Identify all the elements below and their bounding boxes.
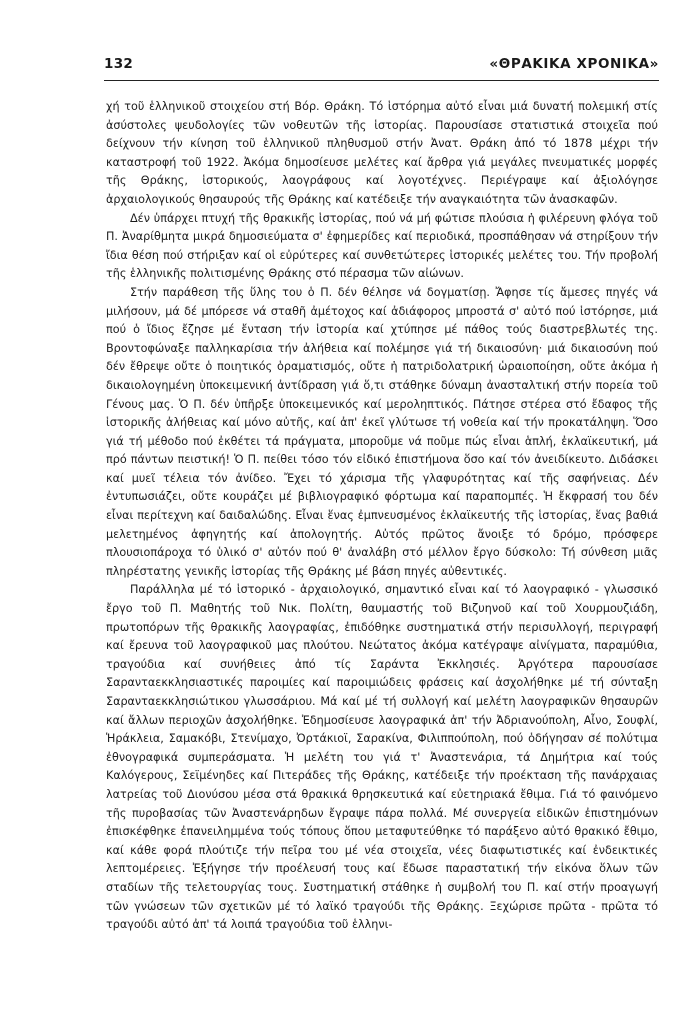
running-head (104, 56, 659, 80)
paragraph: Στήν παράθεση τῆς ὕλης του ὁ Π. δέν θέλησε νά δογματίσῃ. Ἄφησε τίς ἄμεσες πηγές νά μιλήσουν, μά δέ μπόρεσε νά σταθῆ ἀμέτοχος καί ἀδιάφορος μπροστά σ' αὐτό πού ἱστόρησε, μιά πού ὁ ἴδιος ἔζησε μέ ἔνταση τήν ἱστορία καί χτύπησε μέ πάθος τούς διαστρεβλωτές της. Βροντοφώναξε παλληκαρίσια τήν ἀλήθεια καί πολέμησε γιά τή δικαιοσύνη· μιά δικαιοσύνη πού δέν ἔθρεψε οὔτε ὁ ποιητικός ὁραματισμός, οὔτε ἡ πατριδολατρική ὡραιοποίηση, οὔτε ἀκόμα ἡ δικαιολογημένη ὑποκειμενική ἀντίδραση γιά ὅ,τι στάθηκε δύναμη ἀνασταλτική στήν πορεία τοῦ Γένους μας. Ὁ Π. δέν ὑπῆρξε ὑποκειμενικός καί μεροληπτικός. Πάτησε στέρεα στό ἔδαφος τῆς ἱστορικῆς ἀλήθειας καί μόνο αὐτῆς, καί ἀπ' ἐκεῖ γλύτωσε τή νοθεία καί τήν προκατάληψη. Ὅσο γιά τή μέθοδο πού ἐκθέτει τά πράγματα, μποροῦμε νά ποῦμε πώς εἶναι ἁπλή, ἐκλαϊκευτική, μά πρό πάντων πειστική! Ὁ Π. πείθει τόσο τόν εἰδικό ἐπιστήμονα ὅσο καί τόν ἀνειδίκευτο. Διδάσκει καί μυεῖ τέλεια τόν ἀνίδεο. Ἔχει τό χάρισμα τῆς γλαφυρότητας καί τῆς σαφήνειας. Δέν ἐντυπωσιάζει, οὔτε κουράζει μέ βιβλιογραφικό φόρτωμα καί παραπομπές. Ἡ ἔκφρασή του δέν εἶναι περίτεχνη καί δαιδαλώδης. Εἶναι ἕνας ἐμπνευσμένος ἐκλαϊκευτής τῆς ἱστορίας, ἕνας βαθιά μελετημένος ἀφηγητής καί ἀπολογητής. Αὐτός πρῶτος ἄνοιξε τό δρόμο, πρόσφερε πλουσιοπάροχα τό ὑλικό σ' αὐτόν πού θ' ἀναλάβη στό μέλλον ἔργο δύσκολο: Τή σύνθεση μιᾶς πληρέστατης γενικῆς ἱστορίας τῆς Θράκης μέ βάση πηγές αὐθεντικές. (106, 285, 658, 578)
page-number: 132 (104, 56, 134, 72)
paragraph: Δέν ὑπάρχει πτυχή τῆς θρακικῆς ἱστορίας, πού νά μή φώτισε πλούσια ἡ φιλέρευνη φλόγα τοῦ Π. Ἀναρίθμητα μικρά δημοσιεύματα σ' ἐφημερίδες καί περιοδικά, προσπάθησαν νά στηρίξουν τήν ἴδια θέση πού στήριξαν καί οἱ εὐρύτερες καί συνθετώτερες ἱστορικές μελέτες του. Τήν προβολή τῆς ἑλληνικῆς πολιτισμένης Θράκης στό πέρασμα τῶν αἰώνων. (106, 211, 658, 281)
header-rule (104, 80, 659, 81)
body-text (106, 98, 658, 935)
journal-title: «ΘΡΑΚΙΚΑ ΧΡΟΝΙΚΑ» (489, 56, 659, 72)
paragraph: Παράλληλα μέ τό ἱστορικό - ἀρχαιολογικό, σημαντικό εἶναι καί τό λαογραφικό - γλωσσικό ἔργο τοῦ Π. Μαθητής τοῦ Νικ. Πολίτη, θαυμαστής τοῦ Βιζυηνοῦ καί τοῦ Χουρμουζιάδη, πρωτοπόρων τῆς θρακικῆς λαογραφίας, ἐπιδόθηκε συστηματικά στήν περισυλλογή, περιγραφή καί ἔρευνα τοῦ λαογραφικοῦ μας πλούτου. Νεώτατος ἀκόμα κατέγραψε αἰνίγματα, παραμύθια, τραγούδια καί συνήθειες ἀπό τίς Σαράντα Ἐκκλησιές. Ἀργότερα παρουσίασε Σαρανταεκκλησιαστικές παροιμίες καί παροιμιώδεις φράσεις καί ἀσχολήθηκε μέ τή σύνταξη Σαρανταεκκλησιώτικου γλωσσάριου. Μά καί μέ τή συλλογή καί μελέτη λαογραφικῶν θησαυρῶν καί ἄλλων περιοχῶν ἀσχολήθηκε. Ἐδημοσίευσε λαογραφικά ἀπ' τήν Ἀδριανούπολη, Αἶνο, Σουφλί, Ἡράκλεια, Σαμακόβι, Στενίμαχο, Ὀρτάκιοϊ, Σαρακίνα, Φιλιππούπολη, πού ὁδήγησαν σέ πολύτιμα ἐθνογραφικά συμπεράσματα. Ἡ μελέτη του γιά τ' Ἀναστενάρια, τά Δημήτρια καί τούς Καλόγερους, Σεϊμένηδες καί Πιτεράδες τῆς Θράκης, κατέδειξε τήν προέκταση τῆς πανάρχαιας λατρείας τοῦ Διονύσου μέσα στά θρακικά θρησκευτικά καί εὐετηριακά ἔθιμα. Γιά τό φαινόμενο τῆς πυροβασίας τῶν Ἀναστενάρηδων ἔγραψε πάρα πολλά. Μέ συνεργεία εἰδικῶν ἐπιστημόνων ἐπισκέφθηκε ἐπανειλημμένα τούς τόπους ὅπου μεταφυτεύθηκε τό παράξενο αὐτό θρακικό ἔθιμο, καί κάθε φορά πλούτιζε τήν πεῖρα του μέ νέα στοιχεῖα, νέες διαφωτιστικές καί ἐνδεικτικές λεπτομέρειες. Ἐξήγησε τήν προέλευσή τους καί ἔδωσε παραστατική τήν εἰκόνα ὅλων τῶν σταδίων τῆς τελετουργίας τους. Συστηματική στάθηκε ἡ συμβολή του Π. καί στήν προαγωγή τῶν γνώσεων τῶν σχετικῶν μέ τό λαϊκό τραγούδι τῆς Θράκης. Ξεχώρισε πρῶτα - πρῶτα τό τραγούδι αὐτό ἀπ' τά λοιπά τραγούδια τοῦ ἑλληνι- (106, 583, 658, 932)
paragraph: χή τοῦ ἑλληνικοῦ στοιχείου στή Βόρ. Θράκη. Τό ἱστόρημα αὐτό εἶναι μιά δυνατή πολεμική στίς ἀσύστολες ψευδολογίες τῶν νοθευτῶν τῆς ἱστορίας. Παρουσίασε στατιστικά στοιχεῖα πού δείχνουν τήν κίνηση τοῦ ἑλληνικοῦ πληθυσμοῦ στήν Ἀνατ. Θράκη ἀπό τό 1878 μέχρι τήν καταστροφή τοῦ 1922. Ἀκόμα δημοσίευσε μελέτες καί ἄρθρα γιά μεγάλες πνευματικές μορφές τῆς Θράκης, ἱστορικούς, λαογράφους καί λογοτέχνες. Περιέγραψε καί ἀξιολόγησε ἀρχαιολογικούς θησαυρούς τῆς Θράκης καί κατέδειξε τήν αναγκαιότητα τῶν ἀνασκαφῶν. (106, 100, 658, 206)
